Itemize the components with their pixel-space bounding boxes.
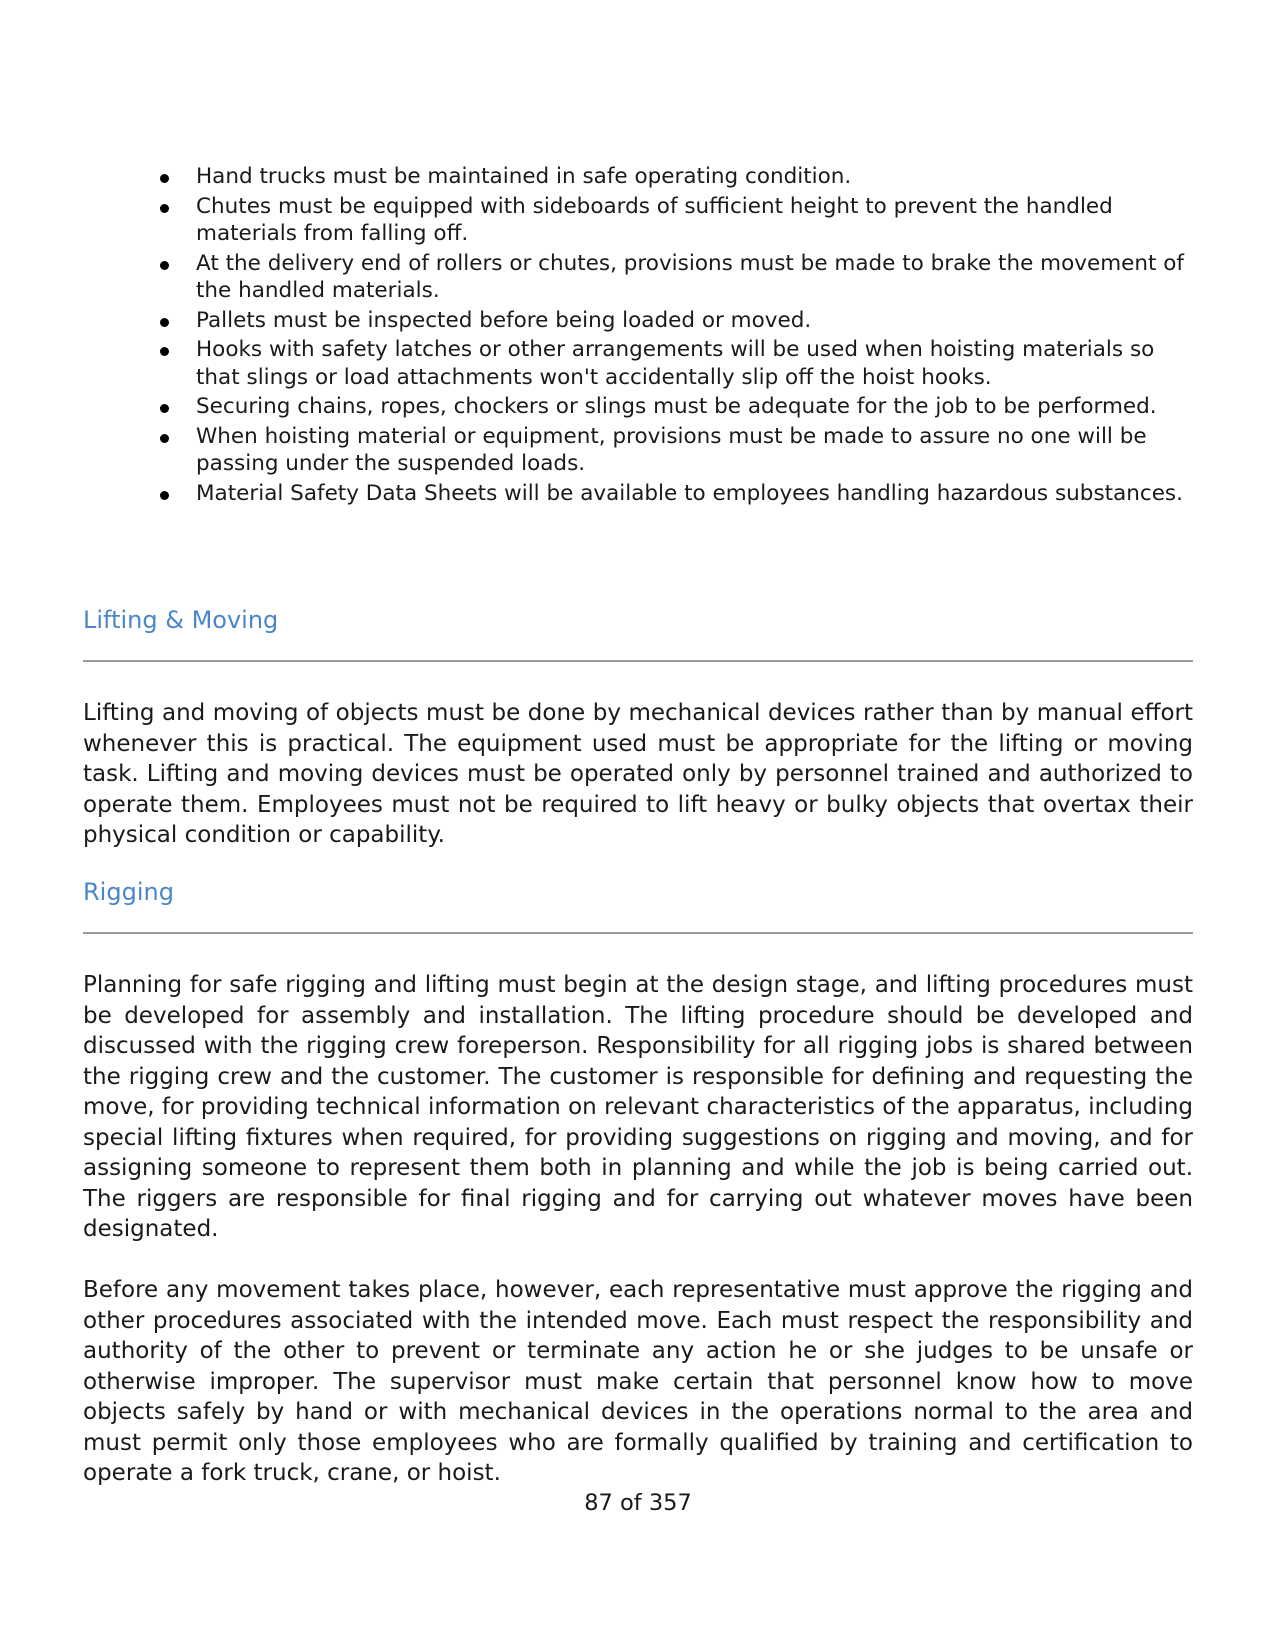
rigging-paragraph-1: Planning for safe rigging and lifting must begin at the design stage, and lifting procedures must be developed for assembly and installation. The lifting procedure should be developed and discussed with the rigging crew foreperson. Responsibility for all rigging jobs is shared between the rigging crew and the customer. The customer is responsible for defining and requesting the move, for providing technical information on relevant characteristics of the apparatus, including special lifting fixtures when required, for providing suggestions on rigging and moving, and for assigning someone to represent them both in planning and while the job is being carried out. The riggers are responsible for final rigging and for carrying out whatever moves have been designated.: [83, 972, 1193, 1242]
list-item-text: Chutes must be equipped with sideboards of sufficient height to prevent the handled materials from falling off.: [196, 193, 1113, 246]
list-item: [83, 163, 1193, 191]
section-heading-rigging: Rigging: [83, 878, 174, 906]
page-number: 87 of 357: [584, 1490, 692, 1516]
list-item-text: Pallets must be inspected before being loaded or moved.: [196, 307, 812, 333]
document-page: [83, 0, 1193, 1650]
list-item-text: Securing chains, ropes, chockers or slings must be adequate for the job to be performed.: [196, 394, 1157, 419]
section-divider: [83, 932, 1193, 934]
bullet-icon: [160, 491, 169, 500]
section-divider: [83, 660, 1193, 662]
list-item: [83, 480, 1193, 508]
section-heading-lifting: Lifting & Moving: [83, 606, 279, 634]
bullet-icon: [160, 434, 169, 443]
list-item-text: Hand trucks must be maintained in safe operating condition.: [196, 164, 852, 189]
bullet-icon: [160, 318, 169, 327]
list-item-text: At the delivery end of rollers or chutes, provisions must be made to brake the movement of the handled materials.: [196, 250, 1184, 303]
bullet-icon: [160, 174, 169, 183]
list-item: [83, 250, 1193, 305]
list-item: [83, 423, 1193, 478]
bullet-icon: [160, 261, 169, 270]
bullet-icon: [160, 204, 169, 213]
list-item-text: Hooks with safety latches or other arrangements will be used when hoisting materials so that slings or load attachments won't accidentally slip off the hoist hooks.: [196, 337, 1155, 390]
list-item-text: Material Safety Data Sheets will be available to employees handling hazardous substances.: [196, 480, 1183, 506]
rigging-paragraph-2: Before any movement takes place, however, each representative must approve the rigging and other procedures associated with the intended move. Each must respect the responsibility and authority of the other to prevent or terminate any action he or she judges to be unsafe or otherwise improper. The supervisor must make certain that personnel know how to move objects safely by hand or with mechanical devices in the operations normal to the area and must permit only those employees who are formally qualified by training and certification to operate a fork truck, crane, or hoist.: [83, 1277, 1193, 1486]
bullet-icon: [160, 347, 169, 356]
bullet-icon: [160, 404, 169, 413]
list-item: [83, 393, 1193, 421]
bullet-list: [83, 163, 1193, 509]
list-item: [83, 336, 1193, 391]
list-item-text: When hoisting material or equipment, provisions must be made to assure no one will be passing under the suspended loads.: [196, 423, 1147, 476]
lifting-paragraph: Lifting and moving of objects must be done by mechanical devices rather than by manual effort whenever this is practical. The equipment used must be appropriate for the lifting or moving task. Lifting and moving devices must be operated only by personnel trained and authorized to operate them. Employees must not be required to lift heavy or bulky objects that overtax their physical condition or capability.: [83, 700, 1193, 848]
list-item: [83, 307, 1193, 335]
list-item: [83, 193, 1193, 248]
